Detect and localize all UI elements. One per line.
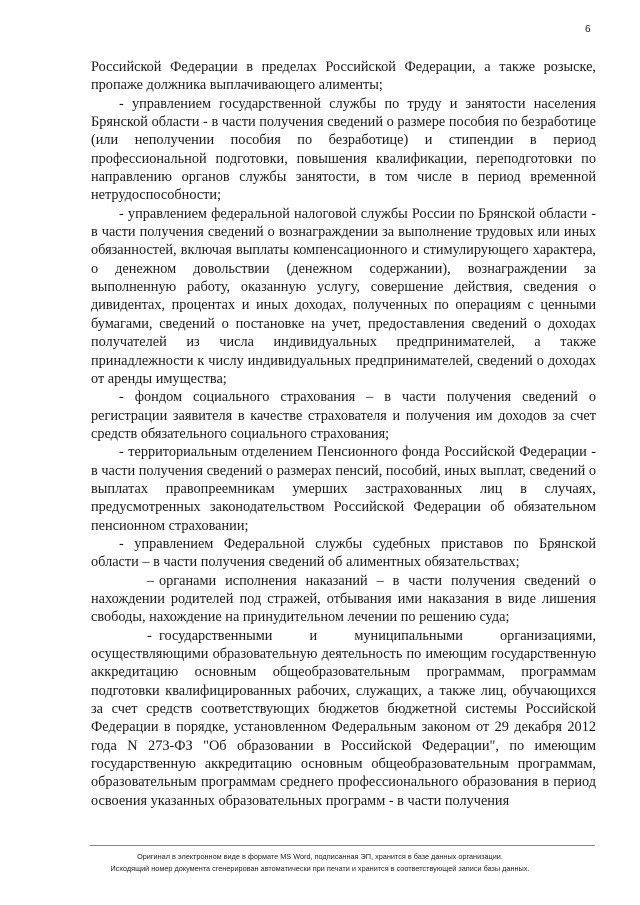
- footer-note-original: Оригинал в электронном виде в формате MS Word, подписанная ЭП, хранится в базе данных организации.: [137, 852, 503, 861]
- paragraph-educational-orgs-text: государственными и муниципальными организациями, осуществляющими образовательную деятельность по имеющим государственную аккредитацию основным общеобразовательным программам, программам подготовки квалифицированных рабочих, служащих, а также лиц, обучающихся за счет средств соответствующих бюджетов бюджетной системы Российской Федерации в порядке, установленном Федеральным законом от 29 декабря 2012 года N 273-ФЗ "Об образовании в Российской Федерации", по имеющим государственную аккредитацию основным общеобразовательным программам, образовательным программам среднего профессионального образования в период освоения указанных образовательных программ - в части получения: [91, 627, 596, 809]
- list-dash: -: [147, 627, 152, 644]
- document-body: [91, 58, 596, 810]
- paragraph-continuation: Российской Федерации в пределах Российской Федерации, а также розыске, пропаже должника выплачивающего алименты;: [91, 59, 596, 94]
- paragraph-pension-fund: - территориальным отделением Пенсионного фонда Российской Федерации - в части получения сведений о размерах пенсий, пособий, иных выплат, сведений о выплатах правопреемникам умерших застрахованных лиц в случаях, предусмотренных законодательством Российской Федерации об обязательном пенсионном страховании;: [91, 444, 596, 534]
- paragraph-penitentiary: [91, 572, 596, 627]
- paragraph-social-insurance: - фондом социального страхования – в части получения сведений о регистрации заявителя в качестве страхователя и получения им доходов за счет средств обязательного социального страхования;: [91, 389, 596, 442]
- paragraph-bailiffs: - управлением Федеральной службы судебных приставов по Брянской области – в части получения сведений об алиментных обязательствах;: [91, 535, 596, 571]
- paragraph-educational-orgs: [91, 627, 596, 810]
- footer-divider: [90, 845, 595, 846]
- footer-note-outgoing-number: Исходящий номер документа сгенерирован автоматически при печати и хранится в соответствующей записи базы данных.: [110, 864, 530, 873]
- list-dash: –: [147, 572, 155, 589]
- paragraph-tax-service: - управлением федеральной налоговой службы России по Брянской области - в части получения сведений о вознаграждении за выполнение трудовых или иных обязанностей, включая выплаты компенсационного и стимулирующего характера, о денежном довольствии (денежном содержании), вознаграждении за выполненную работу, оказанную услугу, совершение действия, сведения о дивидентах, процентах и иных доходах, полученных по операциям с ценными бумагами, сведений о постановке на учет, предоставления сведений о доходах получателей из числа индивидуальных предпринимателей, а также принадлежности к числу индивидуальных предпринимателей, сведений о доходах от аренды имущества;: [91, 205, 596, 387]
- paragraph-employment-service: - управлением государственной службы по труду и занятости населения Брянской области - в части получения сведений о размере пособия по безработице (или неполучении пособия по безработице) и стипендии в период профессиональной подготовки, повышения квалификации, переподготовки по направлению органов службы занятости, в том числе в период временной нетрудоспособности;: [91, 95, 596, 204]
- paragraph-penitentiary-text: органами исполнения наказаний – в части получения сведений о нахождении родителей под стражей, отбывания ими наказания в виде лишения свободы, нахождение на принудительном лечении по решению суда;: [91, 572, 596, 626]
- page-number: 6: [585, 24, 591, 35]
